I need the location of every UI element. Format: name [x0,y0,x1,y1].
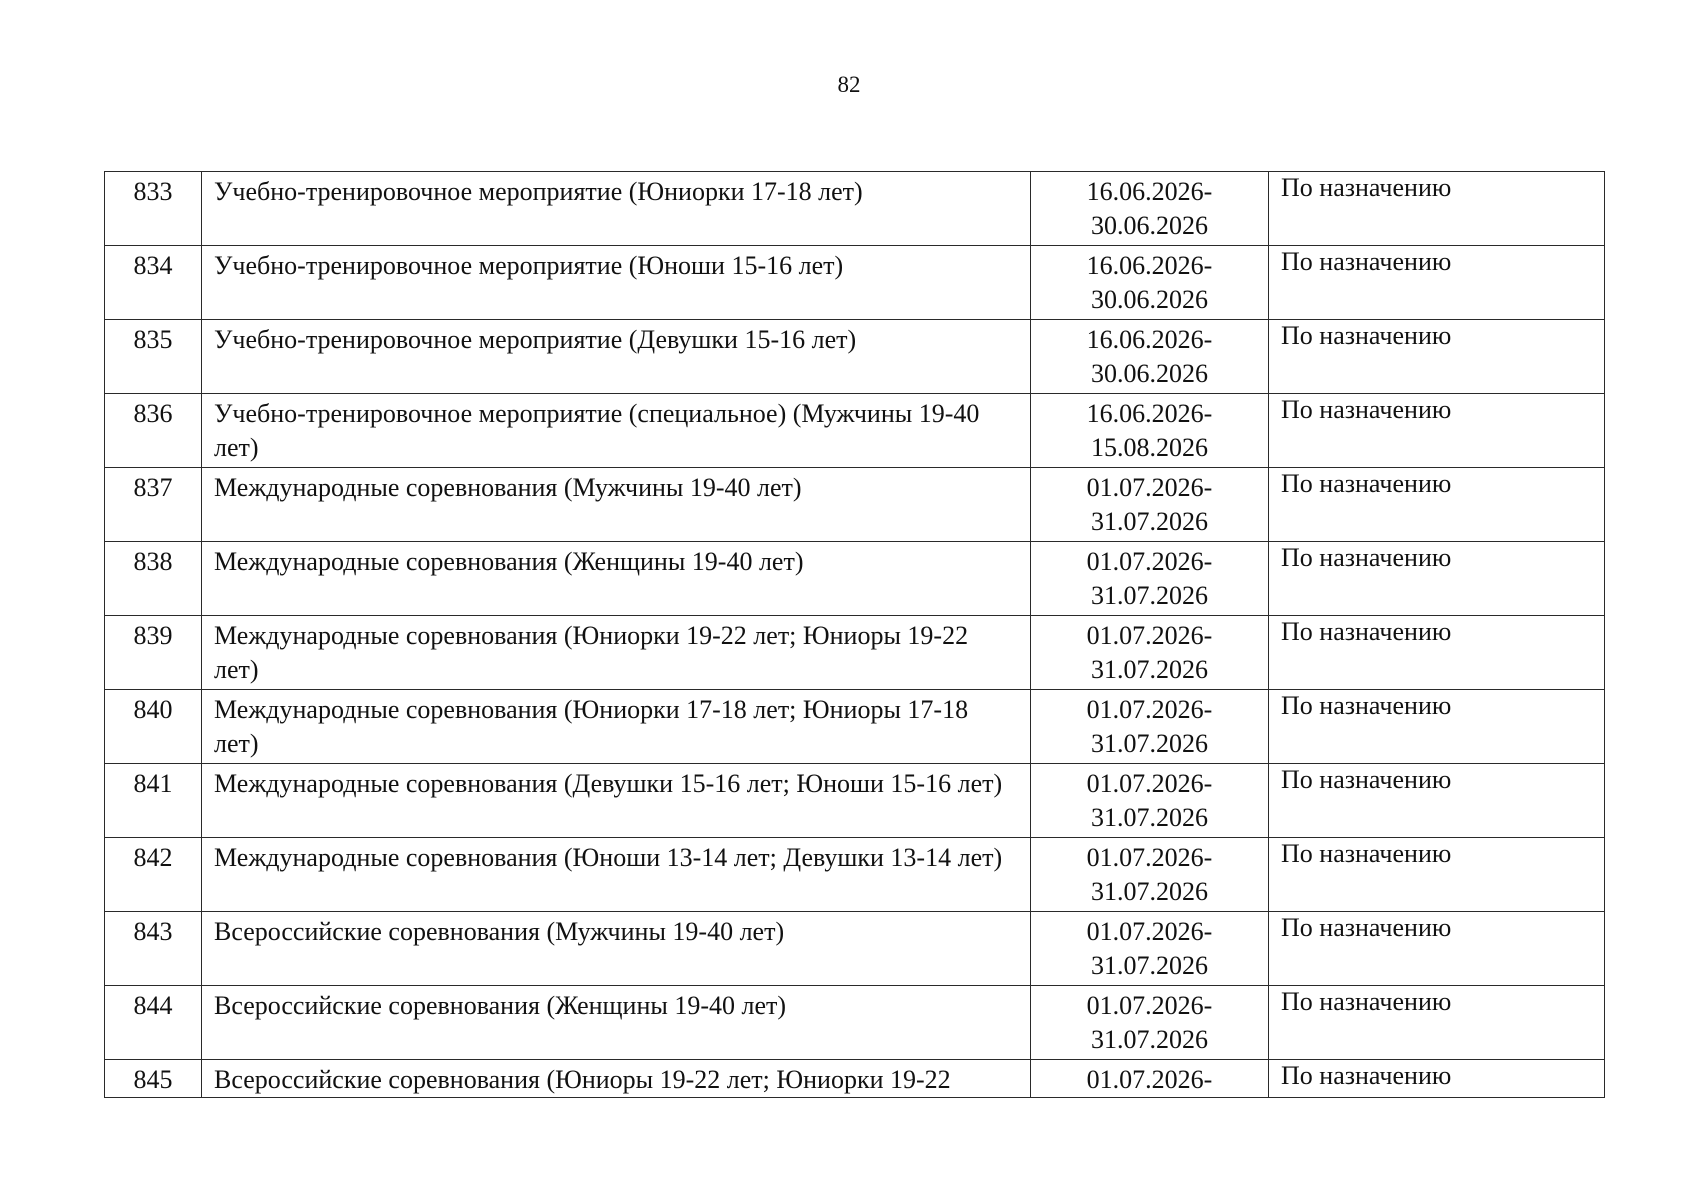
row-number: 834 [105,246,202,320]
table-row [105,616,1605,690]
table-row [105,542,1605,616]
event-place: По назначению [1269,320,1605,394]
event-name: Всероссийские соревнования (Мужчины 19-40 лет) [202,912,1031,986]
event-name: Всероссийские соревнования (Юниоры 19-22 лет; Юниорки 19-22 [202,1060,1031,1098]
date-end: 31.07.2026 [1091,507,1208,536]
date-start: 01.07.2026- [1086,695,1213,724]
event-dates [1031,912,1269,986]
row-number: 841 [105,764,202,838]
date-end: 31.07.2026 [1091,655,1208,684]
event-place: По назначению [1269,616,1605,690]
event-dates [1031,616,1269,690]
date-start: 01.07.2026- [1086,769,1213,798]
date-start: 16.06.2026- [1086,177,1213,206]
event-place: По назначению [1269,690,1605,764]
event-place: По назначению [1269,986,1605,1060]
event-name: Учебно-тренировочное мероприятие (Юноши 15-16 лет) [202,246,1031,320]
table-row [105,172,1605,246]
table-row [105,394,1605,468]
event-dates [1031,246,1269,320]
row-number: 837 [105,468,202,542]
row-number: 836 [105,394,202,468]
row-number: 844 [105,986,202,1060]
event-place: По назначению [1269,838,1605,912]
event-name: Международные соревнования (Девушки 15-16 лет; Юноши 15-16 лет) [202,764,1031,838]
date-end: 15.08.2026 [1091,433,1208,462]
event-name: Учебно-тренировочное мероприятие (Юниорки 17-18 лет) [202,172,1031,246]
event-name: Учебно-тренировочное мероприятие (Девушки 15-16 лет) [202,320,1031,394]
events-table [104,171,1605,1098]
date-start: 01.07.2026- [1086,621,1213,650]
row-number: 840 [105,690,202,764]
date-end: 31.07.2026 [1091,729,1208,758]
page-number: 82 [837,72,861,97]
event-place: По назначению [1269,912,1605,986]
date-start: 01.07.2026- [1086,991,1213,1020]
row-number: 838 [105,542,202,616]
table-row [105,764,1605,838]
date-start: 01.07.2026- [1086,917,1213,946]
row-number: 839 [105,616,202,690]
event-place: По назначению [1269,1060,1605,1098]
date-end: 30.06.2026 [1091,359,1208,388]
row-number: 835 [105,320,202,394]
date-start: 16.06.2026- [1086,399,1213,428]
event-dates [1031,394,1269,468]
event-name: Международные соревнования (Юноши 13-14 лет; Девушки 13-14 лет) [202,838,1031,912]
event-dates [1031,690,1269,764]
date-end: 31.07.2026 [1091,581,1208,610]
date-start: 01.07.2026- [1086,473,1213,502]
table-row [105,986,1605,1060]
date-start: 01.07.2026- [1086,843,1213,872]
table-row [105,912,1605,986]
event-dates [1031,542,1269,616]
event-name: Международные соревнования (Женщины 19-40 лет) [202,542,1031,616]
event-place: По назначению [1269,542,1605,616]
date-end: 30.06.2026 [1091,211,1208,240]
event-dates [1031,468,1269,542]
event-place: По назначению [1269,246,1605,320]
date-end: 31.07.2026 [1091,1025,1208,1054]
event-dates [1031,764,1269,838]
table-row [105,838,1605,912]
date-end: 30.06.2026 [1091,285,1208,314]
date-end: 31.07.2026 [1091,803,1208,832]
row-number: 843 [105,912,202,986]
table-row [105,690,1605,764]
event-name: Международные соревнования (Юниорки 19-22 лет; Юниоры 19-22 лет) [202,616,1031,690]
date-start: 01.07.2026- [1086,1065,1213,1094]
event-name: Международные соревнования (Мужчины 19-40 лет) [202,468,1031,542]
event-place: По назначению [1269,394,1605,468]
event-dates [1031,320,1269,394]
event-place: По назначению [1269,172,1605,246]
event-dates [1031,172,1269,246]
table-row [105,320,1605,394]
event-place: По назначению [1269,764,1605,838]
event-dates [1031,1060,1269,1098]
event-dates [1031,838,1269,912]
row-number: 833 [105,172,202,246]
event-place: По назначению [1269,468,1605,542]
date-start: 16.06.2026- [1086,325,1213,354]
date-start: 01.07.2026- [1086,547,1213,576]
table-row [105,246,1605,320]
date-end: 31.07.2026 [1091,877,1208,906]
date-end: 31.07.2026 [1091,951,1208,980]
row-number: 845 [105,1060,202,1098]
event-name: Учебно-тренировочное мероприятие (специальное) (Мужчины 19-40 лет) [202,394,1031,468]
date-start: 16.06.2026- [1086,251,1213,280]
table-row [105,1060,1605,1098]
event-dates [1031,986,1269,1060]
table-body [105,172,1605,1098]
row-number: 842 [105,838,202,912]
event-name: Всероссийские соревнования (Женщины 19-40 лет) [202,986,1031,1060]
event-name: Международные соревнования (Юниорки 17-18 лет; Юниоры 17-18 лет) [202,690,1031,764]
table-row [105,468,1605,542]
